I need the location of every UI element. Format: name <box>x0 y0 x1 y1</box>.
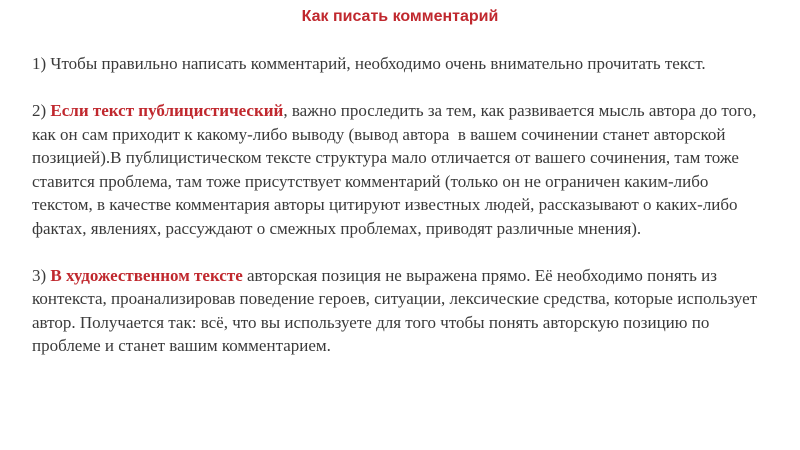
slide-body <box>32 52 772 381</box>
paragraph-2-prefix: 2) <box>32 101 51 120</box>
paragraph-3-text: авторская позиция не выражена прямо. Её необходимо понять из контекста, проанализировав поведение героев, ситуации, лексические средства, которые использует автор. Получается так: всё, что вы используете для того чтобы понять авторскую позицию по проблеме и станет вашим комментарием. <box>32 265 762 355</box>
paragraph-2-highlight: Если текст публицистический <box>50 101 284 120</box>
paragraph-3-highlight: В художественном тексте <box>50 265 243 285</box>
paragraph-2-text: , важно проследить за тем, как развивается мысль автора до того, как он сам приходит к какому-либо выводу (вывод автора в вашем сочинении станет авторской позицией).В публицистическом тексте структура мало отличается от вашего сочинения, там тоже ставится проблема, там тоже присутствует комментарий (только он не ограничен каким-либо текстом, в качестве комментария авторы цитируют известных людей, рассказывают о каких-либо фактах, явлениях, рассуждают о смежных проблемах, приводят различные мнения). <box>32 101 761 238</box>
paragraph-1-text: 1) Чтобы правильно написать комментарий, необходимо очень внимательно прочитать текст. <box>32 54 706 73</box>
paragraph-3 <box>32 264 772 358</box>
paragraph-3-prefix: 3) <box>32 265 51 285</box>
paragraph-2 <box>32 99 772 240</box>
paragraph-1 <box>32 52 772 76</box>
slide-title: Как писать комментарий <box>301 8 499 25</box>
